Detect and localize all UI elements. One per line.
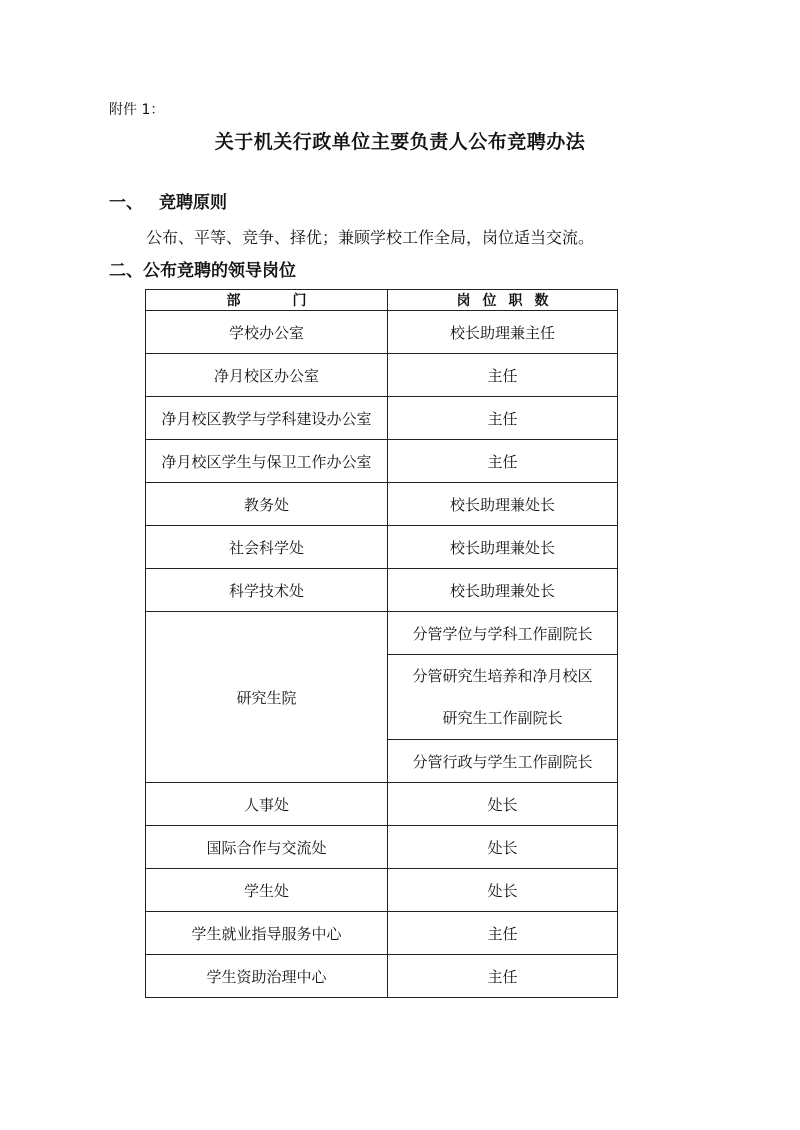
department-cell: 净月校区教学与学科建设办公室 xyxy=(146,397,388,440)
department-cell: 学生资助治理中心 xyxy=(146,955,388,998)
department-cell: 人事处 xyxy=(146,783,388,826)
department-cell-graduate: 研究生院 xyxy=(146,612,388,783)
table-row xyxy=(146,526,618,569)
department-cell: 净月校区办公室 xyxy=(146,354,388,397)
position-line: 研究生工作副院长 xyxy=(442,709,563,727)
department-cell: 学校办公室 xyxy=(146,311,388,354)
attachment-label: 附件 1： xyxy=(109,102,165,118)
principles-text: 公布、平等、竞争、择优；兼顾学校工作全局，岗位适当交流。 xyxy=(146,228,595,247)
section-1-title: 竞聘原则 xyxy=(159,193,227,213)
position-line: 分管研究生培养和净月校区 xyxy=(412,667,593,685)
position-cell: 处长 xyxy=(388,869,618,912)
department-cell: 净月校区学生与保卫工作办公室 xyxy=(146,440,388,483)
section-1-heading xyxy=(109,188,227,213)
department-cell: 社会科学处 xyxy=(146,526,388,569)
table-row xyxy=(146,826,618,869)
table-header-row xyxy=(146,290,618,311)
position-cell: 校长助理兼主任 xyxy=(388,311,618,354)
table-row xyxy=(146,869,618,912)
section-1-number: 一、 xyxy=(109,193,143,213)
header-positions: 岗位职数 xyxy=(388,290,618,311)
department-cell: 国际合作与交流处 xyxy=(146,826,388,869)
header-department: 部门 xyxy=(146,290,388,311)
table-row xyxy=(146,440,618,483)
department-cell: 教务处 xyxy=(146,483,388,526)
table-row xyxy=(146,397,618,440)
position-cell: 校长助理兼处长 xyxy=(388,483,618,526)
position-cell: 校长助理兼处长 xyxy=(388,526,618,569)
position-cell-multiline xyxy=(388,655,618,740)
position-cell: 主任 xyxy=(388,354,618,397)
table-row xyxy=(146,354,618,397)
position-cell: 主任 xyxy=(388,955,618,998)
table-row xyxy=(146,569,618,612)
position-cell: 处长 xyxy=(388,826,618,869)
document-title: 关于机关行政单位主要负责人公布竞聘办法 xyxy=(214,131,586,153)
position-cell: 主任 xyxy=(388,912,618,955)
position-cell: 校长助理兼处长 xyxy=(388,569,618,612)
position-cell: 处长 xyxy=(388,783,618,826)
positions-table xyxy=(145,289,618,998)
table-row-graduate xyxy=(146,612,618,655)
section-2-heading: 二、公布竞聘的领导岗位 xyxy=(109,261,296,281)
table-row xyxy=(146,311,618,354)
position-cell: 主任 xyxy=(388,440,618,483)
table-row xyxy=(146,483,618,526)
department-cell: 学生处 xyxy=(146,869,388,912)
table-row xyxy=(146,912,618,955)
position-cell: 主任 xyxy=(388,397,618,440)
position-cell: 分管学位与学科工作副院长 xyxy=(388,612,618,655)
table-row xyxy=(146,783,618,826)
department-cell: 科学技术处 xyxy=(146,569,388,612)
table-row xyxy=(146,955,618,998)
position-cell: 分管行政与学生工作副院长 xyxy=(388,740,618,783)
department-cell: 学生就业指导服务中心 xyxy=(146,912,388,955)
